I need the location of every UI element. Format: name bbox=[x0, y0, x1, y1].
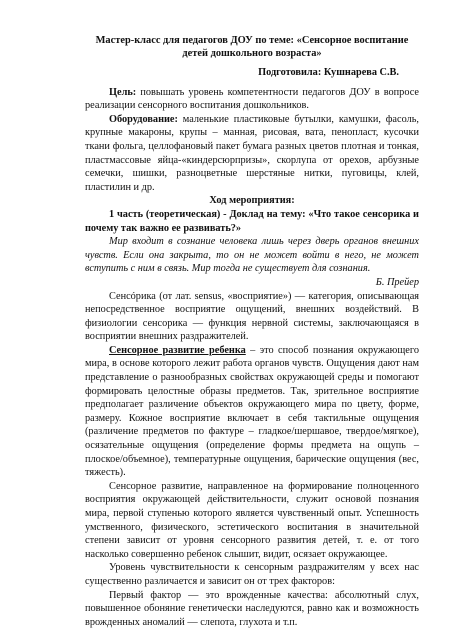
paragraph-sensory-foundation: Сенсорное развитие, направленное на формирование полноценного восприятия окружающей действительности, служит основой познания мира, первой ступенью которого является чувственный опыт. Успешность умственного, физического, эстетического воспитания в значительной степени зависит от уровня сенсорного развития детей, т. е. от того насколько совершенно ребенок слышит, видит, осязает окружающее. bbox=[85, 480, 419, 560]
epigraph: Мир входит в сознание человека лишь через дверь органов внешних чувств. Если она закрыта, то он не может войти в него, не может вступить с ним в связь. Мир тогда не существует для сознания. bbox=[85, 236, 419, 275]
goal-label: Цель: bbox=[109, 86, 137, 98]
document-title: Мастер-класс для педагогов ДОУ по теме: «Сенсорное воспитание детей дошкольного возраста» bbox=[95, 35, 409, 59]
progress-heading: Ход мероприятия: bbox=[209, 195, 295, 207]
paragraph-sensorics: Сенсóрика (от лат. sensus, «восприятие») — категория, описывающая непосредственное восприятие ощущений, внешних воздействий. В физиологии сенсорика — функция нервной системы, заключающаяся в восприятии внешних раздражителей. bbox=[85, 290, 419, 343]
paragraph-first-factor: Первый фактор — это врожденные качества: абсолютный слух, повышенное обоняние генетически наследуются, равно как и возможность врожденных аномалий — слепота, глухота и т.п. bbox=[85, 589, 419, 628]
sensory-development-text: – это способ познания окружающего мира, в основе которого лежит работа органов чувств. Ощущения дают нам представление о разнообразных свойствах окружающей среды и помогают формировать целостные образы предметов. Так, зрительное восприятие предполагает различение объектов окружающего мира по цвету, форме, размеру. Кожное восприятие включает в себя тактильные ощущения (различение предметов по фактуре – гладкое/шершавое, твердое/мягкое), осязательные ощущения (определение формы предмета на ощупь – плоское/объемное), температурные ощущения, барические ощущения (вес, тяжесть). bbox=[85, 344, 419, 479]
goal-paragraph bbox=[85, 86, 419, 113]
epigraph-author: Б. Прейер bbox=[375, 276, 419, 288]
part1-heading: 1 часть (теоретическая) - Доклад на тему: «Что такое сенсорика и почему так важно ее развивать?» bbox=[85, 208, 419, 234]
document-body bbox=[85, 34, 419, 629]
equipment-paragraph bbox=[85, 113, 419, 195]
goal-text: повышать уровень компетентности педагогов ДОУ в вопросе реализации сенсорного воспитания дошкольников. bbox=[85, 86, 419, 112]
author-line: Подготовила: Кушнарева С.В. bbox=[258, 67, 399, 78]
equipment-text: маленькие пластиковые бутылки, камушки, фасоль, крупные макароны, крупы – манная, рисовая, вата, пенопласт, кусочки ткани фольга, целлофановый пакет бумага разных цветов плотная и тонкая, пластмассовые яйца-«киндерсюрпризы», скорлупа от орехов, арбузные семечки, шишки, разноцветные шерстяные нитки, пуговицы, клей, пластилин и др. bbox=[85, 113, 419, 193]
paragraph-sensory-development bbox=[85, 344, 419, 480]
equipment-label: Оборудование: bbox=[109, 113, 178, 125]
paragraph-sensitivity-levels: Уровень чувствительности к сенсорным раздражителям у всех нас существенно различается и зависит он от трех факторов: bbox=[85, 562, 419, 587]
sensory-development-term: Сенсорное развитие ребенка bbox=[109, 344, 246, 356]
